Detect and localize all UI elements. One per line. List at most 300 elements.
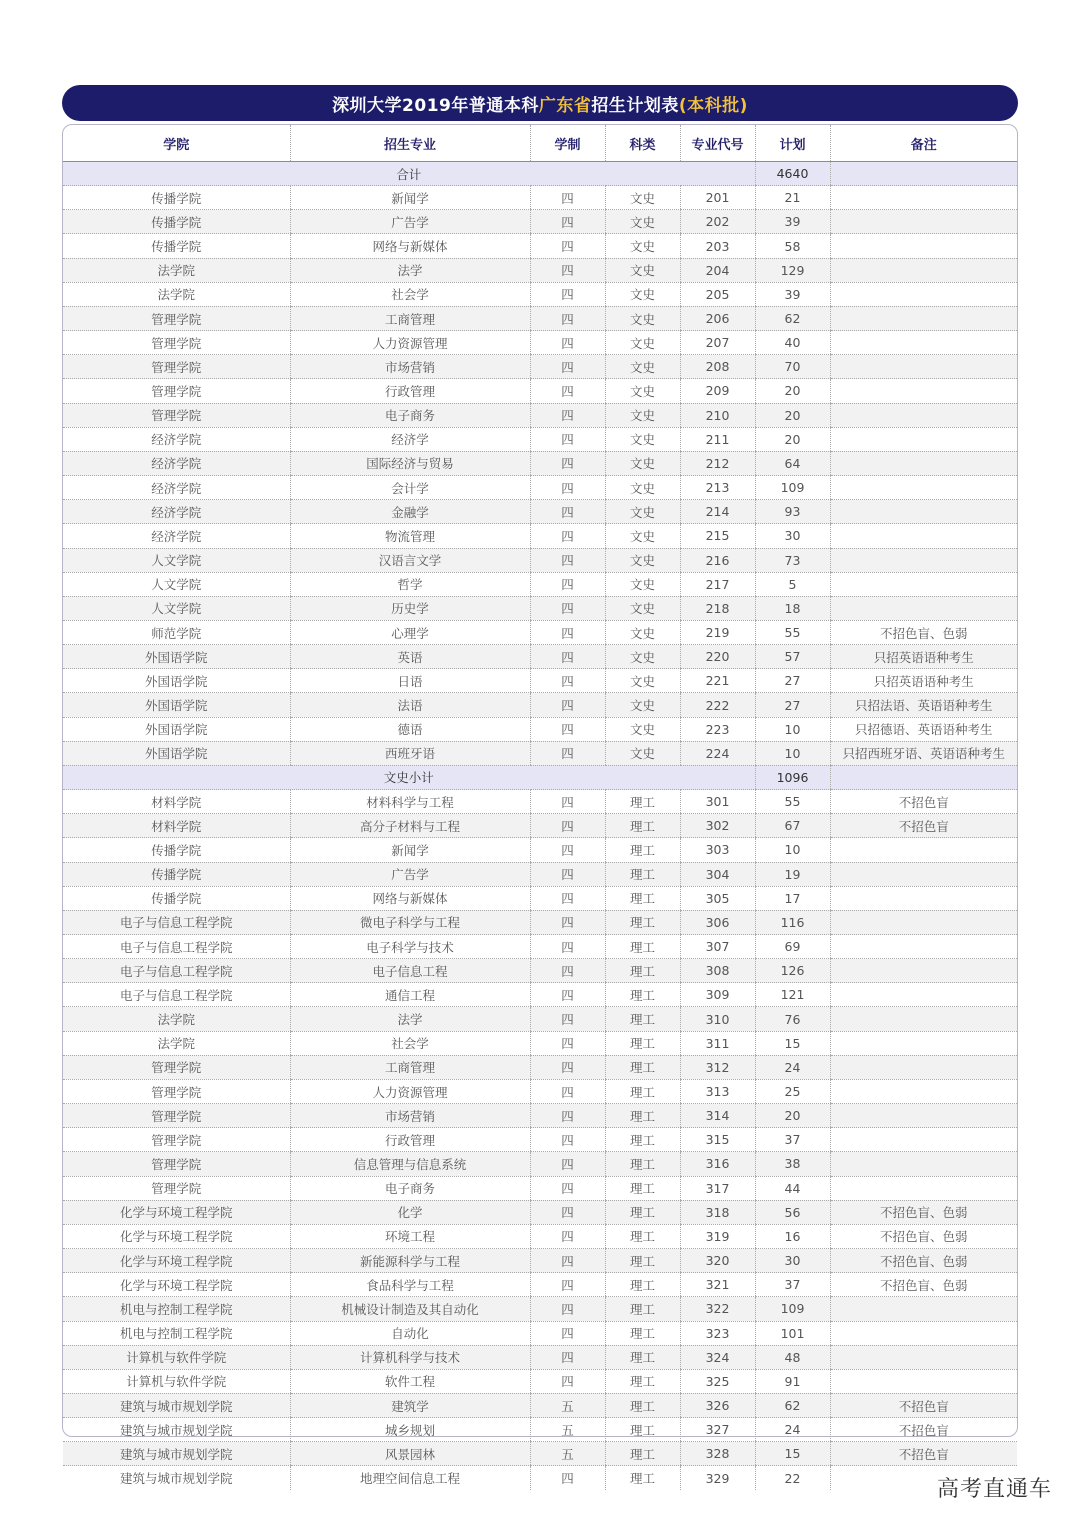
cell-years: 四 (530, 1152, 605, 1176)
cell-code: 222 (680, 693, 755, 717)
cell-plan: 27 (755, 669, 830, 693)
cell-major: 城乡规划 (290, 1418, 530, 1442)
cell-major: 高分子材料与工程 (290, 814, 530, 838)
cell-category: 理工 (605, 1176, 680, 1200)
table-row (63, 1128, 1017, 1152)
cell-note (830, 210, 1017, 234)
cell-category: 文史 (605, 379, 680, 403)
cell-years: 四 (530, 1321, 605, 1345)
cell-plan: 30 (755, 1249, 830, 1273)
table-row (63, 838, 1017, 862)
cell-plan: 73 (755, 548, 830, 572)
cell-major: 计算机科学与技术 (290, 1345, 530, 1369)
cell-plan: 37 (755, 1273, 830, 1297)
cell-note (830, 234, 1017, 258)
cell-years: 四 (530, 1249, 605, 1273)
cell-plan: 10 (755, 838, 830, 862)
cell-years: 四 (530, 1031, 605, 1055)
cell-code: 221 (680, 669, 755, 693)
cell-category: 文史 (605, 693, 680, 717)
cell-major: 电子信息工程 (290, 959, 530, 983)
cell-note (830, 451, 1017, 475)
cell-plan: 20 (755, 1104, 830, 1128)
cell-note: 不招色盲 (830, 1442, 1017, 1466)
cell-category: 文史 (605, 258, 680, 282)
enrollment-table-frame (62, 124, 1018, 1487)
subtotal-row (63, 765, 1017, 789)
cell-college: 人文学院 (63, 548, 290, 572)
cell-college: 化学与环境工程学院 (63, 1249, 290, 1273)
cell-college: 传播学院 (63, 838, 290, 862)
table-row (63, 790, 1017, 814)
cell-college: 管理学院 (63, 1079, 290, 1103)
table-row (63, 403, 1017, 427)
cell-category: 理工 (605, 959, 680, 983)
cell-college: 经济学院 (63, 451, 290, 475)
cell-college: 师范学院 (63, 620, 290, 644)
cell-college: 传播学院 (63, 234, 290, 258)
cell-note: 只招德语、英语语种考生 (830, 717, 1017, 741)
cell-years: 四 (530, 476, 605, 500)
cell-note (830, 959, 1017, 983)
cell-major: 网络与新媒体 (290, 886, 530, 910)
cell-plan: 93 (755, 500, 830, 524)
table-row (63, 1007, 1017, 1031)
cell-years: 四 (530, 838, 605, 862)
cell-code: 208 (680, 355, 755, 379)
cell-college: 法学院 (63, 1007, 290, 1031)
cell-code: 311 (680, 1031, 755, 1055)
table-row (63, 1031, 1017, 1055)
cell-note (830, 282, 1017, 306)
cell-years: 四 (530, 1273, 605, 1297)
cell-major: 广告学 (290, 210, 530, 234)
header-years: 学制 (530, 125, 605, 162)
table-row (63, 1079, 1017, 1103)
table-row (63, 741, 1017, 765)
cell-category: 理工 (605, 1345, 680, 1369)
cell-major: 广告学 (290, 862, 530, 886)
cell-note (830, 524, 1017, 548)
cell-plan: 58 (755, 234, 830, 258)
cell-note (830, 1055, 1017, 1079)
cell-years: 五 (530, 1393, 605, 1417)
cell-note (830, 306, 1017, 330)
cell-category: 文史 (605, 427, 680, 451)
cell-code: 203 (680, 234, 755, 258)
cell-college: 法学院 (63, 1031, 290, 1055)
cell-note (830, 983, 1017, 1007)
cell-category: 文史 (605, 548, 680, 572)
cell-college: 管理学院 (63, 1055, 290, 1079)
cell-note (830, 331, 1017, 355)
header-code: 专业代号 (680, 125, 755, 162)
cell-category: 文史 (605, 524, 680, 548)
cell-category: 文史 (605, 669, 680, 693)
table-row (63, 862, 1017, 886)
cell-years: 四 (530, 790, 605, 814)
cell-plan: 39 (755, 282, 830, 306)
cell-plan: 18 (755, 596, 830, 620)
cell-note: 不招色盲 (830, 790, 1017, 814)
cell-plan: 109 (755, 1297, 830, 1321)
cell-note (830, 910, 1017, 934)
cell-plan: 129 (755, 258, 830, 282)
cell-major: 新能源科学与工程 (290, 1249, 530, 1273)
cell-plan: 17 (755, 886, 830, 910)
cell-major: 工商管理 (290, 306, 530, 330)
cell-note: 只招英语语种考生 (830, 669, 1017, 693)
cell-major: 新闻学 (290, 838, 530, 862)
cell-college: 外国语学院 (63, 717, 290, 741)
cell-code: 215 (680, 524, 755, 548)
cell-code: 207 (680, 331, 755, 355)
cell-years: 四 (530, 282, 605, 306)
table-row (63, 1200, 1017, 1224)
cell-code: 214 (680, 500, 755, 524)
cell-code: 205 (680, 282, 755, 306)
cell-plan: 101 (755, 1321, 830, 1345)
cell-college: 法学院 (63, 258, 290, 282)
cell-note: 只招法语、英语语种考生 (830, 693, 1017, 717)
cell-major: 社会学 (290, 282, 530, 306)
cell-code: 220 (680, 645, 755, 669)
cell-note: 不招色盲、色弱 (830, 1249, 1017, 1273)
cell-major: 历史学 (290, 596, 530, 620)
cell-college: 计算机与软件学院 (63, 1369, 290, 1393)
table-row (63, 476, 1017, 500)
cell-plan: 5 (755, 572, 830, 596)
cell-major: 市场营销 (290, 355, 530, 379)
cell-plan: 15 (755, 1442, 830, 1466)
cell-college: 外国语学院 (63, 693, 290, 717)
cell-college: 建筑与城市规划学院 (63, 1442, 290, 1466)
cell-category: 文史 (605, 717, 680, 741)
cell-category: 理工 (605, 1055, 680, 1079)
cell-plan: 76 (755, 1007, 830, 1031)
cell-plan: 91 (755, 1369, 830, 1393)
cell-major: 通信工程 (290, 983, 530, 1007)
cell-college: 机电与控制工程学院 (63, 1321, 290, 1345)
cell-category: 理工 (605, 838, 680, 862)
cell-years: 四 (530, 1079, 605, 1103)
cell-college: 计算机与软件学院 (63, 1345, 290, 1369)
cell-plan: 20 (755, 427, 830, 451)
cell-category: 文史 (605, 403, 680, 427)
cell-plan: 56 (755, 1200, 830, 1224)
cell-category: 理工 (605, 1031, 680, 1055)
cell-years: 四 (530, 403, 605, 427)
cell-college: 经济学院 (63, 500, 290, 524)
cell-years: 四 (530, 983, 605, 1007)
cell-plan: 67 (755, 814, 830, 838)
cell-major: 自动化 (290, 1321, 530, 1345)
cell-plan: 20 (755, 379, 830, 403)
cell-note (830, 596, 1017, 620)
cell-years: 四 (530, 355, 605, 379)
cell-code: 209 (680, 379, 755, 403)
cell-code: 320 (680, 1249, 755, 1273)
cell-code: 310 (680, 1007, 755, 1031)
cell-years: 四 (530, 935, 605, 959)
cell-years: 四 (530, 572, 605, 596)
table-row (63, 1152, 1017, 1176)
cell-category: 理工 (605, 1466, 680, 1490)
subtotal-plan: 1096 (755, 765, 830, 789)
cell-category: 文史 (605, 331, 680, 355)
cell-note (830, 1128, 1017, 1152)
cell-note (830, 476, 1017, 500)
cell-note (830, 572, 1017, 596)
cell-years: 四 (530, 1200, 605, 1224)
cell-note (830, 935, 1017, 959)
cell-years: 五 (530, 1442, 605, 1466)
cell-major: 地理空间信息工程 (290, 1466, 530, 1490)
cell-years: 四 (530, 1369, 605, 1393)
table-row (63, 717, 1017, 741)
cell-years: 四 (530, 234, 605, 258)
cell-code: 201 (680, 186, 755, 210)
cell-plan: 69 (755, 935, 830, 959)
cell-code: 329 (680, 1466, 755, 1490)
header-college: 学院 (63, 125, 290, 162)
cell-major: 物流管理 (290, 524, 530, 548)
table-row (63, 1418, 1017, 1442)
cell-note (830, 1345, 1017, 1369)
cell-note (830, 1297, 1017, 1321)
cell-code: 206 (680, 306, 755, 330)
cell-category: 理工 (605, 862, 680, 886)
table-row (63, 524, 1017, 548)
cell-college: 电子与信息工程学院 (63, 959, 290, 983)
cell-major: 德语 (290, 717, 530, 741)
cell-code: 315 (680, 1128, 755, 1152)
table-row (63, 1321, 1017, 1345)
cell-college: 人文学院 (63, 572, 290, 596)
cell-plan: 44 (755, 1176, 830, 1200)
cell-years: 四 (530, 862, 605, 886)
cell-college: 建筑与城市规划学院 (63, 1393, 290, 1417)
cell-note (830, 548, 1017, 572)
cell-college: 管理学院 (63, 306, 290, 330)
cell-category: 理工 (605, 1442, 680, 1466)
cell-plan: 10 (755, 717, 830, 741)
subtotal-label: 合计 (63, 162, 755, 186)
table-row (63, 234, 1017, 258)
cell-category: 文史 (605, 572, 680, 596)
cell-note (830, 1369, 1017, 1393)
cell-plan: 24 (755, 1418, 830, 1442)
cell-code: 317 (680, 1176, 755, 1200)
cell-college: 化学与环境工程学院 (63, 1200, 290, 1224)
subtotal-note (830, 765, 1017, 789)
cell-plan: 10 (755, 741, 830, 765)
cell-years: 四 (530, 596, 605, 620)
cell-category: 文史 (605, 306, 680, 330)
cell-category: 理工 (605, 1321, 680, 1345)
cell-years: 四 (530, 451, 605, 475)
cell-category: 理工 (605, 910, 680, 934)
cell-years: 四 (530, 741, 605, 765)
cell-college: 建筑与城市规划学院 (119, 1471, 233, 1487)
cell-years: 四 (530, 693, 605, 717)
cell-plan: 126 (755, 959, 830, 983)
table-row (63, 886, 1017, 910)
table-row (63, 1345, 1017, 1369)
cell-major: 汉语言文学 (290, 548, 530, 572)
cell-code: 219 (680, 620, 755, 644)
cell-plan: 37 (755, 1128, 830, 1152)
cell-plan: 116 (755, 910, 830, 934)
cell-major: 经济学 (290, 427, 530, 451)
cell-years: 四 (530, 814, 605, 838)
cell-years: 四 (530, 1128, 605, 1152)
table-row (63, 1224, 1017, 1248)
cell-note: 不招色盲 (830, 1393, 1017, 1417)
cell-note: 不招色盲 (830, 814, 1017, 838)
title-batch: (本科批) (678, 95, 748, 116)
cell-college: 管理学院 (63, 379, 290, 403)
cell-note (830, 355, 1017, 379)
cell-years: 四 (530, 669, 605, 693)
cell-code: 312 (680, 1055, 755, 1079)
cell-college: 电子与信息工程学院 (63, 983, 290, 1007)
cell-category: 文史 (605, 186, 680, 210)
table-row (63, 645, 1017, 669)
cell-code: 204 (680, 258, 755, 282)
cell-major: 行政管理 (290, 1128, 530, 1152)
table-row (63, 210, 1017, 234)
table-header-row (63, 125, 1017, 162)
cell-category: 文史 (605, 210, 680, 234)
subtotal-plan: 4640 (755, 162, 830, 186)
cell-code: 316 (680, 1152, 755, 1176)
table-row (63, 1249, 1017, 1273)
cell-category: 理工 (605, 1128, 680, 1152)
table-row (63, 1176, 1017, 1200)
cell-code: 216 (680, 548, 755, 572)
cell-code: 313 (680, 1079, 755, 1103)
cell-major: 法语 (290, 693, 530, 717)
title-part1: 深圳大学2019年普通本科 (332, 95, 539, 116)
cell-plan: 20 (755, 403, 830, 427)
cell-plan: 62 (755, 1393, 830, 1417)
cell-years: 五 (530, 1418, 605, 1442)
cell-college: 传播学院 (63, 210, 290, 234)
cell-major: 食品科学与工程 (290, 1273, 530, 1297)
cell-category: 文史 (605, 645, 680, 669)
table-row (63, 427, 1017, 451)
cell-major: 哲学 (290, 572, 530, 596)
cell-major: 新闻学 (290, 186, 530, 210)
cell-major: 电子商务 (290, 403, 530, 427)
cell-code: 218 (680, 596, 755, 620)
cell-college: 人文学院 (63, 596, 290, 620)
subtotal-note (830, 162, 1017, 186)
cell-note (830, 258, 1017, 282)
table-row (63, 379, 1017, 403)
table-row (63, 814, 1017, 838)
table-row (63, 1104, 1017, 1128)
cell-note: 不招色盲、色弱 (830, 1200, 1017, 1224)
cell-plan: 30 (755, 524, 830, 548)
table-row (63, 910, 1017, 934)
cell-years: 四 (530, 910, 605, 934)
cell-college: 建筑与城市规划学院 (63, 1418, 290, 1442)
title-highlight: 广东省 (538, 95, 592, 116)
cell-category: 理工 (605, 1224, 680, 1248)
cell-major: 软件工程 (290, 1369, 530, 1393)
cell-college: 经济学院 (63, 476, 290, 500)
cell-years: 四 (530, 959, 605, 983)
cell-college: 传播学院 (63, 886, 290, 910)
cell-code: 212 (680, 451, 755, 475)
cell-note (830, 1321, 1017, 1345)
cell-college: 传播学院 (63, 862, 290, 886)
cell-plan: 16 (755, 1224, 830, 1248)
table-title (62, 85, 1018, 121)
cell-category: 理工 (605, 1152, 680, 1176)
cell-code: 328 (680, 1442, 755, 1466)
cell-code: 308 (680, 959, 755, 983)
cell-category: 文史 (605, 282, 680, 306)
cell-code: 223 (680, 717, 755, 741)
cell-note (830, 1152, 1017, 1176)
cell-plan: 55 (755, 620, 830, 644)
cell-major: 行政管理 (290, 379, 530, 403)
cell-years: 四 (530, 548, 605, 572)
table-row (63, 548, 1017, 572)
cell-college: 材料学院 (63, 814, 290, 838)
table-row (63, 258, 1017, 282)
table-row (63, 669, 1017, 693)
cell-major: 西班牙语 (290, 741, 530, 765)
cell-category: 文史 (605, 620, 680, 644)
cell-note (830, 379, 1017, 403)
table-row (63, 500, 1017, 524)
cell-major: 建筑学 (290, 1393, 530, 1417)
table-row (63, 935, 1017, 959)
cell-plan: 48 (755, 1345, 830, 1369)
cell-years: 四 (530, 620, 605, 644)
table-row (63, 1393, 1017, 1417)
cell-category: 理工 (605, 935, 680, 959)
cell-category: 文史 (605, 476, 680, 500)
cell-plan: 62 (755, 306, 830, 330)
cell-code: 210 (680, 403, 755, 427)
cell-years: 四 (530, 645, 605, 669)
subtotal-row (63, 162, 1017, 186)
cell-code: 321 (680, 1273, 755, 1297)
cell-code: 213 (680, 476, 755, 500)
cell-major: 微电子科学与工程 (290, 910, 530, 934)
cell-years: 四 (530, 1345, 605, 1369)
table-row (63, 306, 1017, 330)
cell-college: 管理学院 (63, 331, 290, 355)
table-row (63, 1273, 1017, 1297)
subtotal-label: 文史小计 (63, 765, 755, 789)
cell-code: 303 (680, 838, 755, 862)
cell-category: 理工 (605, 1079, 680, 1103)
cell-college: 经济学院 (63, 427, 290, 451)
header-major: 招生专业 (290, 125, 530, 162)
cell-plan: 55 (755, 790, 830, 814)
cell-major: 市场营销 (290, 1104, 530, 1128)
cell-category: 文史 (605, 741, 680, 765)
table-row (63, 1442, 1017, 1466)
cell-major: 电子商务 (290, 1176, 530, 1200)
cell-note (830, 1031, 1017, 1055)
